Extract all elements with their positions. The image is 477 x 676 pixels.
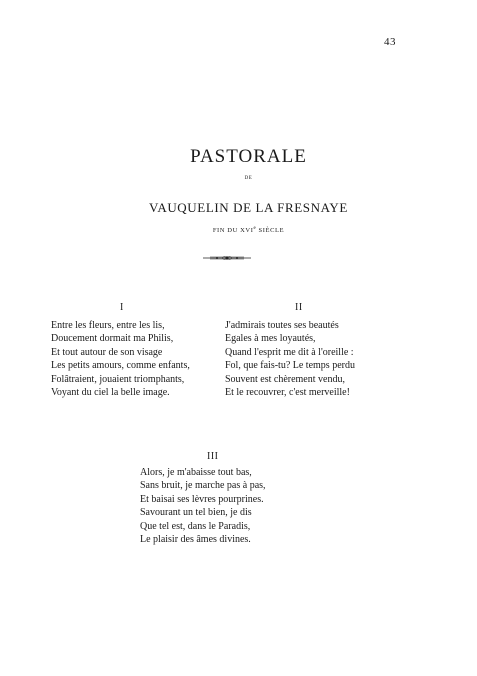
poem-title: PASTORALE — [190, 146, 307, 167]
author-name: VAUQUELIN DE LA FRESNAYE — [149, 200, 348, 215]
stanza-number-3: III — [207, 451, 219, 462]
title-preposition: DE — [244, 176, 253, 181]
verse-line: Souvent est chèrement vendu, — [225, 373, 345, 385]
stanza-1 — [51, 319, 190, 399]
period-prefix: FIN DU XVI — [212, 227, 254, 235]
stanza-number-1: I — [120, 302, 124, 313]
verse-line: Les petits amours, comme enfants, — [51, 360, 190, 372]
period-suffix: SIÈCLE — [256, 227, 285, 235]
page-number: 43 — [384, 36, 396, 48]
stanza-2 — [225, 319, 355, 399]
period-superscript: e — [253, 226, 257, 231]
verse-line: Et le recouvrer, c'est merveille! — [225, 387, 350, 399]
verse-line: Voyant du ciel la belle image. — [51, 387, 170, 399]
verse-line: Quand l'esprit me dit à l'oreille : — [225, 346, 354, 358]
stanza-3 — [140, 466, 266, 546]
verse-line: Egales à mes loyautés, — [225, 333, 316, 345]
verse-line: Le plaisir des âmes divines. — [140, 534, 251, 546]
ornament-divider-icon — [202, 254, 252, 262]
verse-line: Alors, je m'abaisse tout bas, — [140, 467, 252, 478]
stanza-number-2: II — [295, 302, 303, 313]
verse-line: Et baisai ses lèvres pourprines. — [140, 493, 264, 505]
verse-line: Fol, que fais-tu? Le temps perdu — [225, 360, 355, 372]
verse-line: Et tout autour de son visage — [51, 346, 163, 358]
verse-line: Doucement dormait ma Philis, — [51, 333, 174, 345]
verse-line: Folâtraient, jouaient triomphants, — [51, 373, 185, 385]
verse-line: Sans bruit, je marche pas à pas, — [140, 480, 266, 492]
verse-line: Savourant un tel bien, je dis — [140, 507, 252, 519]
verse-line: Entre les fleurs, entre les lis, — [51, 320, 165, 331]
period-subtitle — [10, 226, 477, 234]
verse-line: J'admirais toutes ses beautés — [225, 320, 339, 331]
verse-line: Que tel est, dans le Paradis, — [140, 520, 251, 532]
